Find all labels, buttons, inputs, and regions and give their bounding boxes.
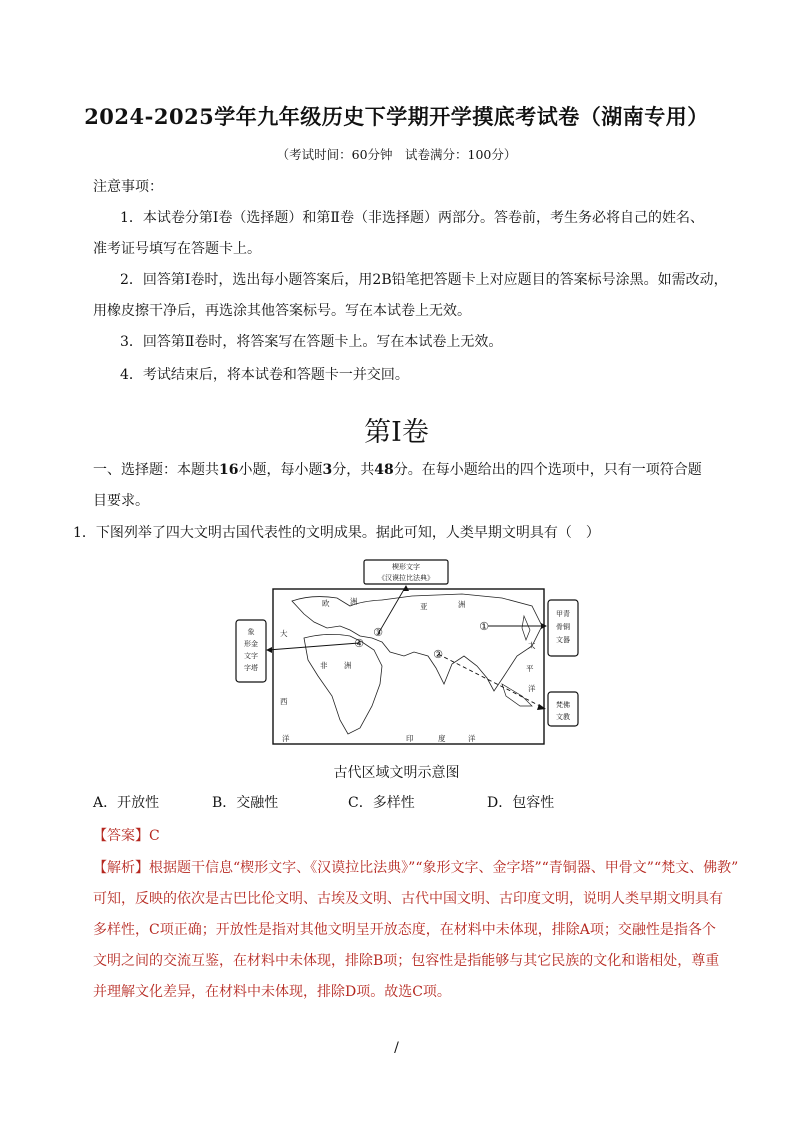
option-b: B．交融性 [212, 795, 279, 811]
answer: 【答案】C [93, 828, 160, 844]
map-box-left-2: 形金 [244, 640, 258, 648]
map-label-yang3: 洋 [528, 684, 536, 693]
instr-c: 分，共 [332, 462, 375, 478]
instr-a: 一、选择题：本题共 [93, 462, 219, 478]
question-count: 16 [219, 462, 239, 478]
civilization-map [232, 556, 582, 756]
analysis-line-5: 并理解文化差异，在材料中未体现，排除D项。故选C项。 [93, 984, 451, 1000]
instr-d: 分。在每小题给出的四个选项中，只有一项符合题 [393, 462, 702, 478]
note-item-2: 2．回答第Ⅰ卷时，选出每小题答案后，用2B铅笔把答题卡上对应题目的答案标号涂黑。如需改动， [120, 272, 728, 288]
map-box-left-3: 文字 [244, 652, 258, 660]
note-item-1: 1．本试卷分第Ⅰ卷（选择题）和第Ⅱ卷（非选择题）两部分。答卷前，考生务必将自己的姓名、 [120, 210, 704, 226]
note-item-3: 3．回答第Ⅱ卷时，将答案写在答题卡上。写在本试卷上无效。 [120, 334, 503, 350]
map-box-left-4: 字塔 [244, 664, 258, 672]
exam-title: 2024-2025学年九年级历史下学期开学摸底考试卷（湖南专用） [84, 104, 709, 129]
map-caption: 古代区域文明示意图 [333, 765, 460, 781]
map-label-yin: 印 [406, 734, 414, 743]
exam-subtitle: （考试时间：60分钟 试卷满分：100分） [276, 147, 517, 162]
map-label-ya: 亚 [420, 602, 428, 611]
map-label-yang1: 洋 [282, 734, 290, 743]
total-points: 48 [374, 462, 394, 478]
option-c: C．多样性 [348, 795, 415, 811]
instr-b: 小题，每小题 [238, 462, 323, 478]
note-item-4: 4．考试结束后，将本试卷和答题卡一并交回。 [120, 367, 409, 383]
section-instructions [93, 459, 702, 479]
analysis [93, 853, 739, 1008]
map-label-zhou1: 洲 [350, 597, 358, 606]
map-label-zhou2: 洲 [458, 600, 466, 609]
map-label-ou: 欧 [322, 599, 330, 608]
question-1-stem: 1．下图列举了四大文明古国代表性的文明成果。据此可知，人类早期文明具有（ ） [73, 525, 600, 541]
map-label-fei: 非 [320, 661, 328, 670]
option-a: A．开放性 [93, 795, 160, 811]
map-box-right-top-2: 骨铜 [556, 623, 570, 631]
map-marker-1: ① [479, 620, 489, 633]
map-label-ping: 平 [526, 664, 534, 673]
map-marker-3: ③ [373, 626, 383, 639]
map-box-right-bottom-1: 梵佛 [556, 701, 570, 709]
page-footer: / [394, 1040, 399, 1056]
map-marker-2: ② [433, 648, 443, 661]
map-label-yang2: 洋 [468, 734, 476, 743]
map-label-tai: 太 [528, 641, 536, 650]
map-box-right-top-1: 甲青 [556, 610, 570, 618]
analysis-line-4: 文明之间的交流互鉴，在材料中未体现，排除B项；包容性是指能够与其它民族的文化和谐相处，尊重 [93, 953, 720, 969]
map-marker-4: ④ [354, 637, 364, 650]
notes-heading: 注意事项： [93, 179, 163, 195]
map-box-right-bottom-2: 文教 [556, 713, 570, 721]
map-label-da: 大 [280, 629, 288, 638]
section-title: 第Ⅰ卷 [364, 417, 429, 448]
map-label-zhou3: 洲 [344, 661, 352, 670]
map-box-top-line2: 《汉谟拉比法典》 [378, 574, 434, 582]
map-box-right-top-3: 文器 [556, 636, 570, 644]
option-d: D．包容性 [487, 795, 555, 811]
analysis-line-2: 可知，反映的依次是古巴比伦文明、古埃及文明、古代中国文明、古印度文明，说明人类早期文明具有 [93, 891, 723, 907]
map-label-xi: 西 [280, 697, 288, 706]
analysis-line-3: 多样性，C项正确；开放性是指对其他文明呈开放态度，在材料中未体现，排除A项；交融性是指各个 [93, 922, 716, 938]
note-item-2-cont: 用橡皮擦干净后，再选涂其他答案标号。写在本试卷上无效。 [93, 303, 471, 319]
note-item-1-cont: 准考证号填写在答题卡上。 [93, 241, 261, 257]
map-label-du: 度 [438, 734, 446, 743]
map-box-top-line1: 楔形文字 [392, 563, 420, 571]
points-per-question: 3 [322, 462, 333, 478]
map-box-left-1: 象 [247, 628, 255, 636]
section-instructions-cont: 目要求。 [93, 493, 149, 509]
analysis-line-1: 【解析】根据题干信息“楔形文字、《汉谟拉比法典》”“象形文字、金字塔”“青铜器、甲骨文”“梵文、佛教” [93, 860, 739, 876]
